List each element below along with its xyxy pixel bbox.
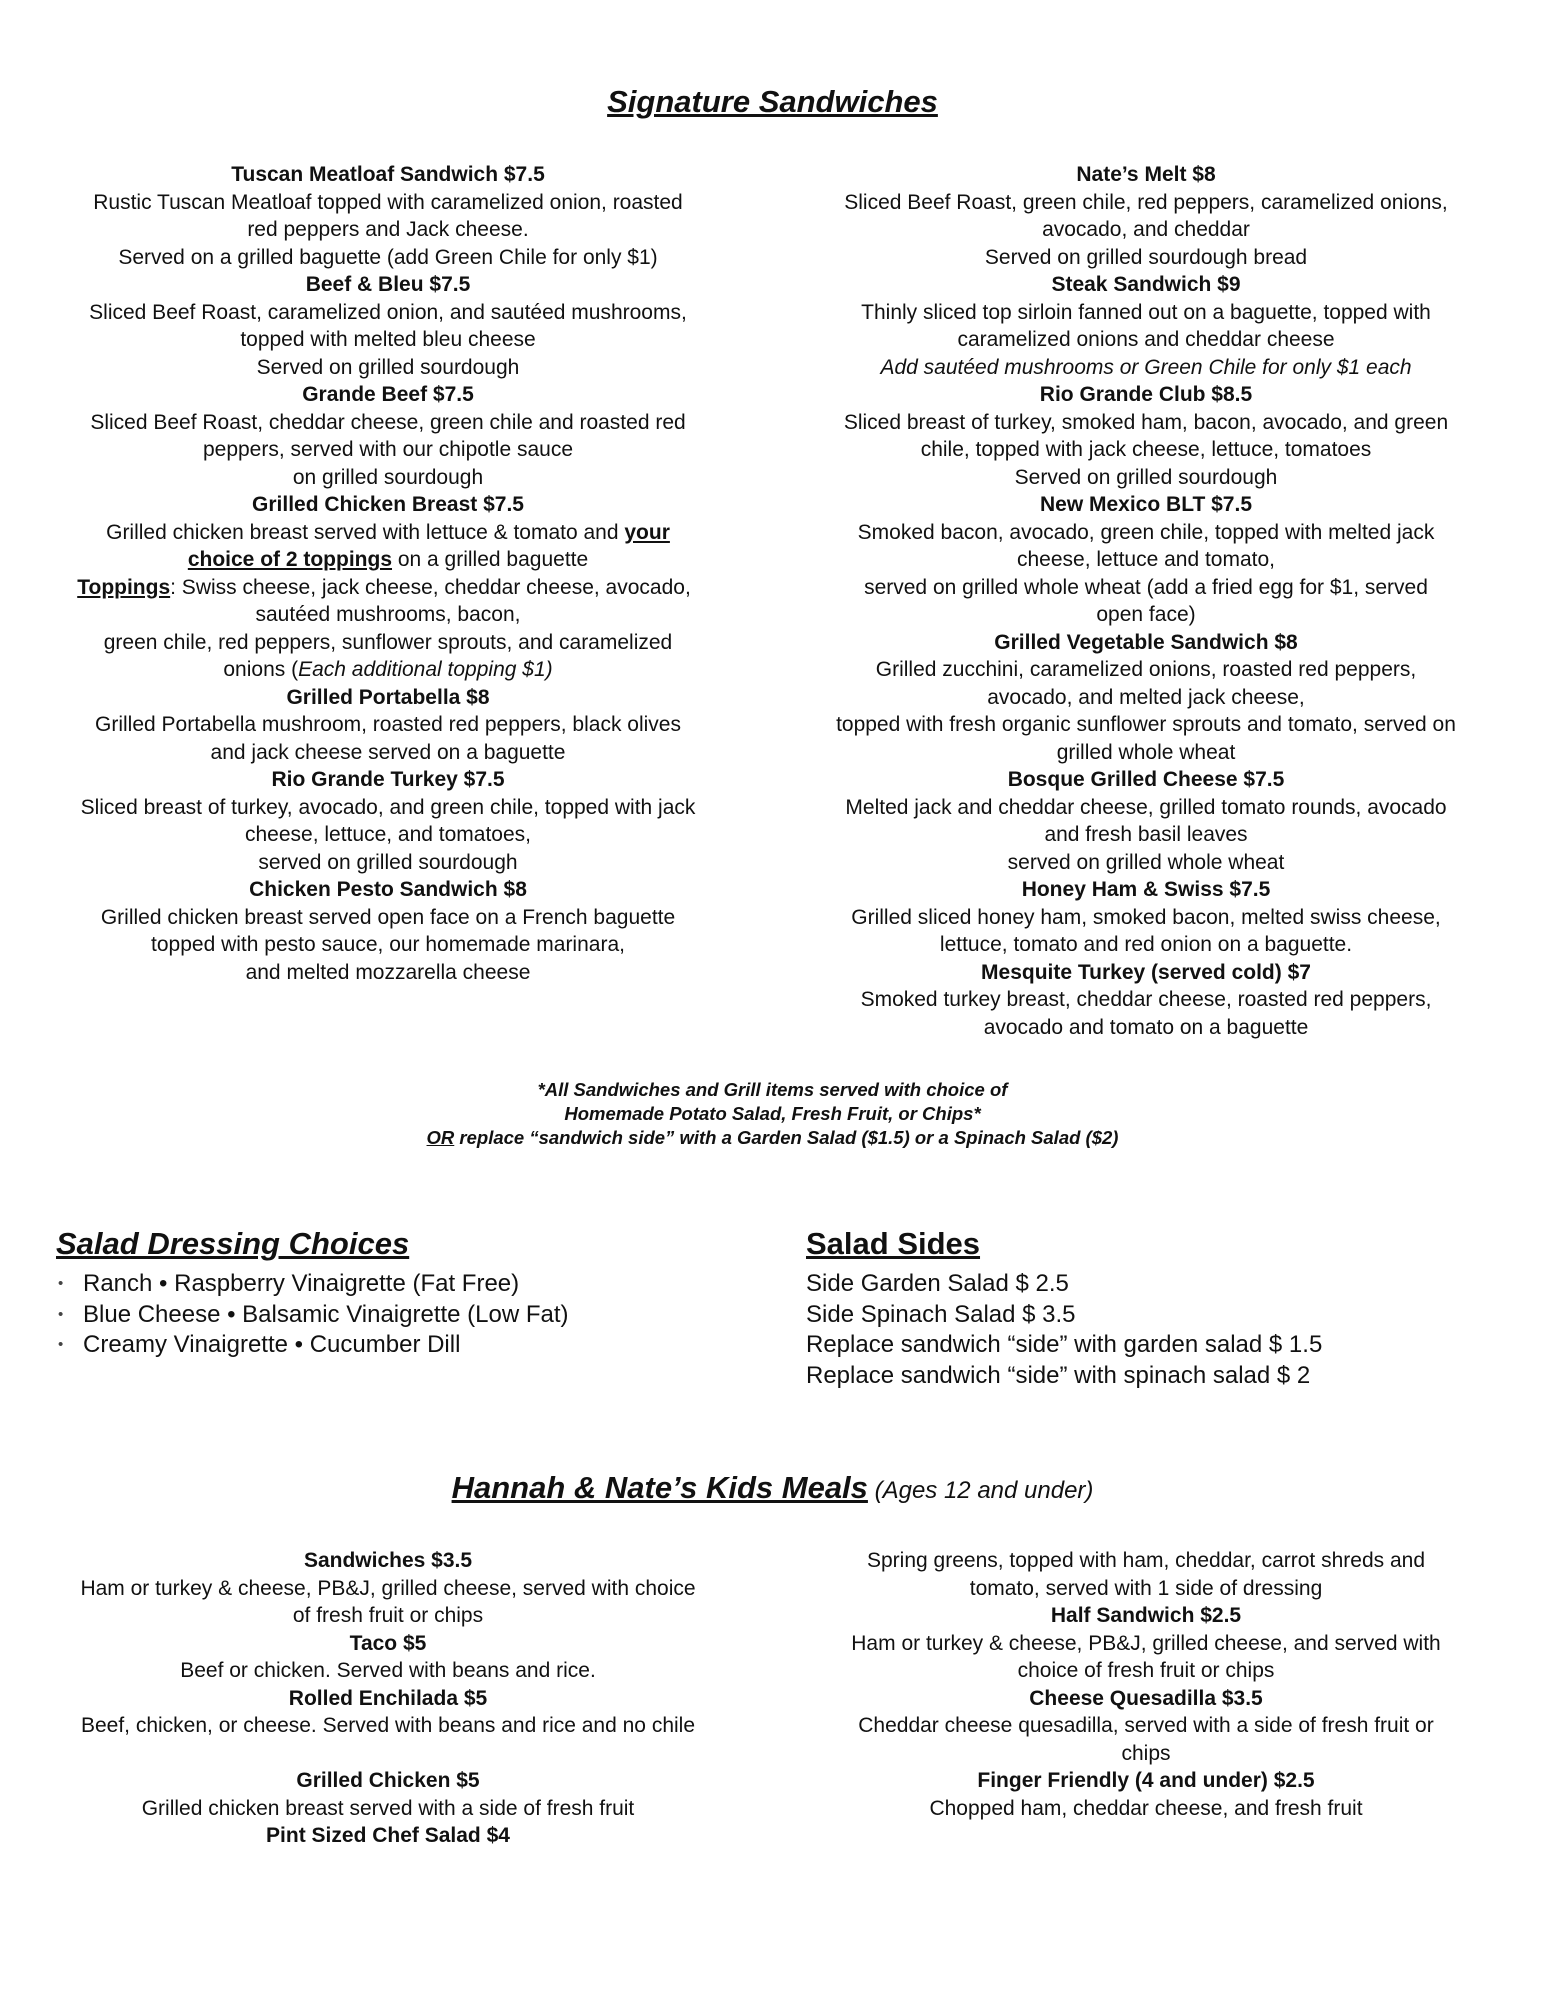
salad-side-item: Side Spinach Salad $ 3.5 (806, 1300, 1076, 1328)
menu-item-name: Grilled Vegetable Sandwich $8 (994, 630, 1298, 654)
menu-item-line: sautéed mushrooms, bacon, (255, 603, 521, 626)
kids-title-row (0, 1470, 1545, 1506)
menu-item-name: Rio Grande Club $8.5 (1039, 383, 1253, 406)
spacer (52, 1740, 724, 1768)
salad-sides-list (806, 1269, 1322, 1391)
salad-side-item: Replace sandwich “side” with spinach salad $ 2 (806, 1361, 1311, 1389)
menu-item-line: Sliced breast of turkey, avocado, and green chile, topped with jack (80, 795, 696, 819)
menu-item-name: Beef & Bleu $7.5 (305, 273, 471, 296)
menu-item-name: Nate’s Melt $8 (1076, 163, 1216, 186)
menu-item-line: chips (1121, 1741, 1171, 1765)
menu-item-line: on grilled sourdough (292, 465, 484, 489)
menu-item-name: Steak Sandwich $9 (1051, 273, 1241, 296)
menu-item-name: Bosque Grilled Cheese $7.5 (1007, 768, 1285, 791)
menu-item-line: avocado, and cheddar (1042, 218, 1250, 241)
signature-title: Signature Sandwiches (607, 84, 938, 119)
menu-item-note: Add sautéed mushrooms or Green Chile for only $1 each (880, 355, 1412, 379)
menu-item-line: Grilled chicken breast served open face on a French baguette (100, 905, 676, 929)
salad-sides-title: Salad Sides (806, 1226, 981, 1261)
menu-item-line: Ham or turkey & cheese, PB&J, grilled cheese, and served with (851, 1631, 1441, 1655)
menu-item-line: open face) (1096, 603, 1196, 626)
kids-subtitle: (Ages 12 and under) (867, 1477, 1094, 1504)
menu-item-line: Smoked turkey breast, cheddar cheese, roasted red peppers, (860, 988, 1432, 1011)
sides-note: *All Sandwiches and Grill items served with choice of Homemade Potato Salad, Fresh Fruit, or Chips* OR replace “sandwich side” with a Garden Salad ($1.5) or a Spinach Salad ($2) (426, 1079, 1119, 1148)
signature-right-column (808, 161, 1484, 1041)
menu-item-name: Honey Ham & Swiss $7.5 (1021, 878, 1271, 901)
menu-item-name: New Mexico BLT $7.5 (1039, 493, 1252, 516)
menu-item-name: Finger Friendly (4 and under) $2.5 (977, 1769, 1315, 1792)
kids-left-column (52, 1547, 724, 1850)
menu-item-name: Chicken Pesto Sandwich $8 (249, 878, 527, 901)
menu-item-name: Cheese Quesadilla $3.5 (1029, 1686, 1263, 1710)
menu-item-line: served on grilled whole wheat (1007, 850, 1285, 874)
kids-right-column (808, 1547, 1484, 1822)
dressing-item (56, 1330, 569, 1361)
dressing-item (56, 1300, 569, 1331)
menu-item-line: of fresh fruit or chips (292, 1604, 484, 1627)
menu-item-line: onions (Each additional topping $1) (223, 658, 553, 681)
menu-item-line: served on grilled sourdough (258, 850, 518, 874)
menu-item-line: choice of fresh fruit or chips (1017, 1659, 1275, 1682)
menu-item-line: Beef or chicken. Served with beans and rice. (180, 1659, 596, 1682)
chicken-breast-description (52, 519, 724, 684)
menu-item-line: Served on grilled sourdough bread (984, 245, 1308, 269)
dressing-list (56, 1269, 569, 1361)
menu-item-name: Mesquite Turkey (served cold) $7 (981, 960, 1311, 984)
menu-item-line: and fresh basil leaves (1044, 823, 1248, 846)
menu-item-line: Sliced breast of turkey, smoked ham, bacon, avocado, and green (843, 410, 1449, 434)
dressing-text: Ranch • Raspberry Vinaigrette (Fat Free) (83, 1270, 520, 1297)
menu-item-line: Sliced Beef Roast, caramelized onion, and sautéed mushrooms, (89, 300, 687, 324)
menu-item-line: Cheddar cheese quesadilla, served with a side of fresh fruit or (858, 1714, 1434, 1737)
menu-item-line: Grilled chicken breast served with lettuce & tomato and your (106, 520, 670, 544)
menu-item-line: red peppers and Jack cheese. (247, 218, 529, 241)
menu-item-line: Beef, chicken, or cheese. Served with beans and rice and no chile (80, 1714, 696, 1737)
dressing-title: Salad Dressing Choices (56, 1226, 410, 1261)
dressing-item (56, 1269, 569, 1300)
menu-item-name: Half Sandwich $2.5 (1050, 1604, 1242, 1627)
menu-item-line: cheese, lettuce and tomato, (1017, 548, 1275, 571)
menu-item-line: and melted mozzarella cheese (245, 960, 531, 984)
menu-item-name: Sandwiches $3.5 (303, 1549, 473, 1572)
signature-left-column (52, 161, 724, 986)
menu-item-line: Grilled chicken breast served with a side of fresh fruit (141, 1796, 635, 1820)
menu-item-line: choice of 2 toppings on a grilled baguette (187, 548, 589, 571)
salad-side-item: Replace sandwich “side” with garden salad $ 1.5 (806, 1331, 1323, 1358)
dressing-text: Blue Cheese • Balsamic Vinaigrette (Low Fat) (83, 1300, 569, 1328)
menu-item-line: Served on grilled sourdough (256, 355, 520, 379)
menu-item-line: Grilled Portabella mushroom, roasted red peppers, black olives (95, 713, 681, 736)
menu-item-line: Toppings: Swiss cheese, jack cheese, cheddar cheese, avocado, (77, 575, 691, 599)
menu-item-name: Grande Beef $7.5 (302, 383, 474, 406)
menu-item-line: Rustic Tuscan Meatloaf topped with caramelized onion, roasted (93, 190, 683, 214)
menu-item-line: Grilled sliced honey ham, smoked bacon, melted swiss cheese, (851, 905, 1441, 929)
menu-item-line: topped with pesto sauce, our homemade marinara, (151, 933, 625, 956)
menu-item-line: green chile, red peppers, sunflower sprouts, and caramelized (103, 630, 673, 654)
menu-item-line: caramelized onions and cheddar cheese (957, 328, 1335, 351)
dressing-text: Creamy Vinaigrette • Cucumber Dill (83, 1331, 461, 1358)
menu-item-line: Sliced Beef Roast, cheddar cheese, green chile and roasted red (90, 410, 686, 434)
salad-side-item: Side Garden Salad $ 2.5 (806, 1270, 1069, 1297)
menu-item-line: chile, topped with jack cheese, lettuce, tomatoes (920, 438, 1372, 461)
menu-item-name: Pint Sized Chef Salad $4 (266, 1824, 510, 1847)
menu-item-line: Spring greens, topped with ham, cheddar, carrot shreds and (867, 1549, 1425, 1572)
menu-item-line: Ham or turkey & cheese, PB&J, grilled cheese, served with choice (80, 1576, 696, 1600)
menu-item-line: and jack cheese served on a baguette (210, 740, 566, 764)
menu-item-line: Served on grilled sourdough (1014, 465, 1278, 489)
menu-item-name: Grilled Portabella $8 (286, 685, 490, 709)
menu-item-line: Chopped ham, cheddar cheese, and fresh fruit (929, 1796, 1363, 1820)
menu-item-line: avocado and tomato on a baguette (983, 1015, 1309, 1039)
menu-item-line: Thinly sliced top sirloin fanned out on a baguette, topped with (861, 300, 1431, 324)
menu-item-line: Smoked bacon, avocado, green chile, topped with melted jack (857, 520, 1435, 544)
menu-item-line: Sliced Beef Roast, green chile, red peppers, caramelized onions, (844, 190, 1448, 214)
menu-item-line: avocado, and melted jack cheese, (987, 685, 1305, 709)
bullet-icon: • (58, 1305, 64, 1323)
bullet-icon: • (58, 1275, 64, 1292)
menu-item-line: topped with fresh organic sunflower sprouts and tomato, served on (836, 713, 1456, 736)
menu-item-line: Melted jack and cheddar cheese, grilled tomato rounds, avocado (845, 795, 1447, 819)
menu-item-line: tomato, served with 1 side of dressing (969, 1576, 1323, 1600)
menu-item-line: Grilled zucchini, caramelized onions, roasted red peppers, (875, 658, 1417, 681)
menu-item-line: cheese, lettuce, and tomatoes, (244, 823, 531, 846)
menu-item-name: Grilled Chicken Breast $7.5 (252, 493, 524, 516)
toppings-label: Toppings (77, 575, 171, 599)
menu-item-line: lettuce, tomato and red onion on a baguette. (939, 933, 1353, 956)
menu-item-line: served on grilled whole wheat (add a fried egg for $1, served (864, 575, 1428, 599)
menu-item-name: Tuscan Meatloaf Sandwich $7.5 (231, 163, 545, 186)
menu-item-line: Served on a grilled baguette (add Green Chile for only $1) (118, 245, 658, 269)
bullet-icon: • (58, 1336, 64, 1353)
kids-title: Hannah & Nate’s Kids Meals (451, 1470, 868, 1505)
menu-item-line: topped with melted bleu cheese (240, 328, 536, 351)
menu-item-name: Rolled Enchilada $5 (288, 1686, 488, 1710)
menu-item-name: Grilled Chicken $5 (296, 1769, 480, 1792)
menu-item-name: Taco $5 (349, 1631, 427, 1655)
menu-item-line: grilled whole wheat (1056, 740, 1236, 764)
menu-item-name: Rio Grande Turkey $7.5 (271, 768, 505, 791)
menu-item-line: peppers, served with our chipotle sauce (202, 438, 574, 461)
